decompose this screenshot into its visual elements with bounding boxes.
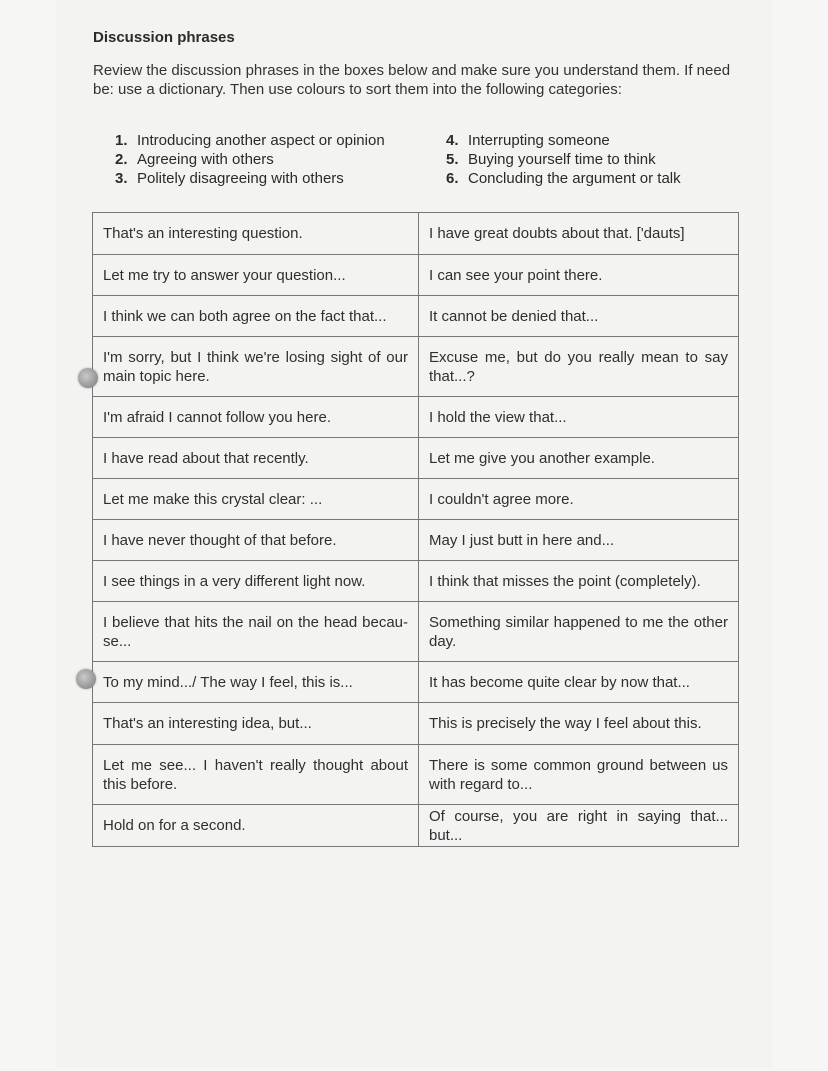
phrase-cell: I have read about that recently. xyxy=(93,438,419,479)
phrase-cell: I'm afraid I cannot follow you here. xyxy=(93,397,419,438)
category-label: Buying yourself time to think xyxy=(468,151,656,168)
table-row xyxy=(93,745,739,805)
phrase-cell: Hold on for a second. xyxy=(93,805,419,847)
category-label: Agreeing with others xyxy=(137,151,274,168)
category-number: 2. xyxy=(115,151,128,168)
phrase-cell: Let me give you another example. xyxy=(419,438,739,479)
phrase-cell: I hold the view that... xyxy=(419,397,739,438)
phrase-cell: That's an interesting idea, but... xyxy=(93,703,419,745)
table-row xyxy=(93,337,739,397)
category-list-right xyxy=(446,131,681,188)
phrase-cell: It has become quite clear by now that... xyxy=(419,662,739,703)
table-row xyxy=(93,703,739,745)
category-item xyxy=(446,131,681,150)
phrase-cell: May I just butt in here and... xyxy=(419,520,739,561)
category-number: 4. xyxy=(446,132,459,149)
phrase-cell: I think that misses the point (completely). xyxy=(419,561,739,602)
table-row xyxy=(93,602,739,662)
table-row xyxy=(93,397,739,438)
category-item xyxy=(115,150,385,169)
category-number: 1. xyxy=(115,132,128,149)
phrase-cell: It cannot be denied that... xyxy=(419,296,739,337)
category-label: Interrupting someone xyxy=(468,132,610,149)
category-item xyxy=(446,169,681,188)
table-row xyxy=(93,520,739,561)
phrase-cell: I'm sorry, but I think we're losing sight of our main topic here. xyxy=(93,337,419,397)
category-item xyxy=(446,150,681,169)
category-label: Concluding the argument or talk xyxy=(468,170,681,187)
punch-hole xyxy=(76,669,96,689)
category-label: Politely disagreeing with others xyxy=(137,170,344,187)
phrase-cell: I see things in a very different light now. xyxy=(93,561,419,602)
phrase-cell: I couldn't agree more. xyxy=(419,479,739,520)
intro-paragraph: Review the discussion phrases in the boxes below and make sure you understand them. If need be: use a dictionary. Then use colours to sort them into the following categories: xyxy=(93,62,731,98)
phrase-cell: Something similar happened to me the other day. xyxy=(419,602,739,662)
table-row xyxy=(93,438,739,479)
category-number: 3. xyxy=(115,170,128,187)
table-row xyxy=(93,296,739,337)
table-row xyxy=(93,213,739,255)
phrase-cell: I think we can both agree on the fact that... xyxy=(93,296,419,337)
page-title: Discussion phrases xyxy=(93,29,235,46)
category-item xyxy=(115,169,385,188)
phrase-cell: I believe that hits the nail on the head becau-se... xyxy=(93,602,419,662)
category-number: 6. xyxy=(446,170,459,187)
phrase-cell: I have never thought of that before. xyxy=(93,520,419,561)
phrases-table xyxy=(92,212,739,847)
table-row xyxy=(93,662,739,703)
phrase-cell: I can see your point there. xyxy=(419,255,739,296)
phrase-cell: Excuse me, but do you really mean to say that...? xyxy=(419,337,739,397)
category-item xyxy=(115,131,385,150)
table-row xyxy=(93,479,739,520)
phrase-cell: Let me make this crystal clear: ... xyxy=(93,479,419,520)
phrase-cell: That's an interesting question. xyxy=(93,213,419,255)
phrase-cell: Let me try to answer your question... xyxy=(93,255,419,296)
table-row xyxy=(93,255,739,296)
category-list-left xyxy=(115,131,385,188)
table-row xyxy=(93,805,739,847)
phrase-cell: Of course, you are right in saying that... but... xyxy=(419,805,739,847)
category-number: 5. xyxy=(446,151,459,168)
phrase-cell: To my mind.../ The way I feel, this is... xyxy=(93,662,419,703)
phrase-cell: I have great doubts about that. ['dauts] xyxy=(419,213,739,255)
category-label: Introducing another aspect or opinion xyxy=(137,132,385,149)
phrase-cell: There is some common ground between us with regard to... xyxy=(419,745,739,805)
phrase-cell: Let me see... I haven't really thought about this before. xyxy=(93,745,419,805)
phrase-cell: This is precisely the way I feel about this. xyxy=(419,703,739,745)
table-row xyxy=(93,561,739,602)
punch-hole xyxy=(78,368,98,388)
